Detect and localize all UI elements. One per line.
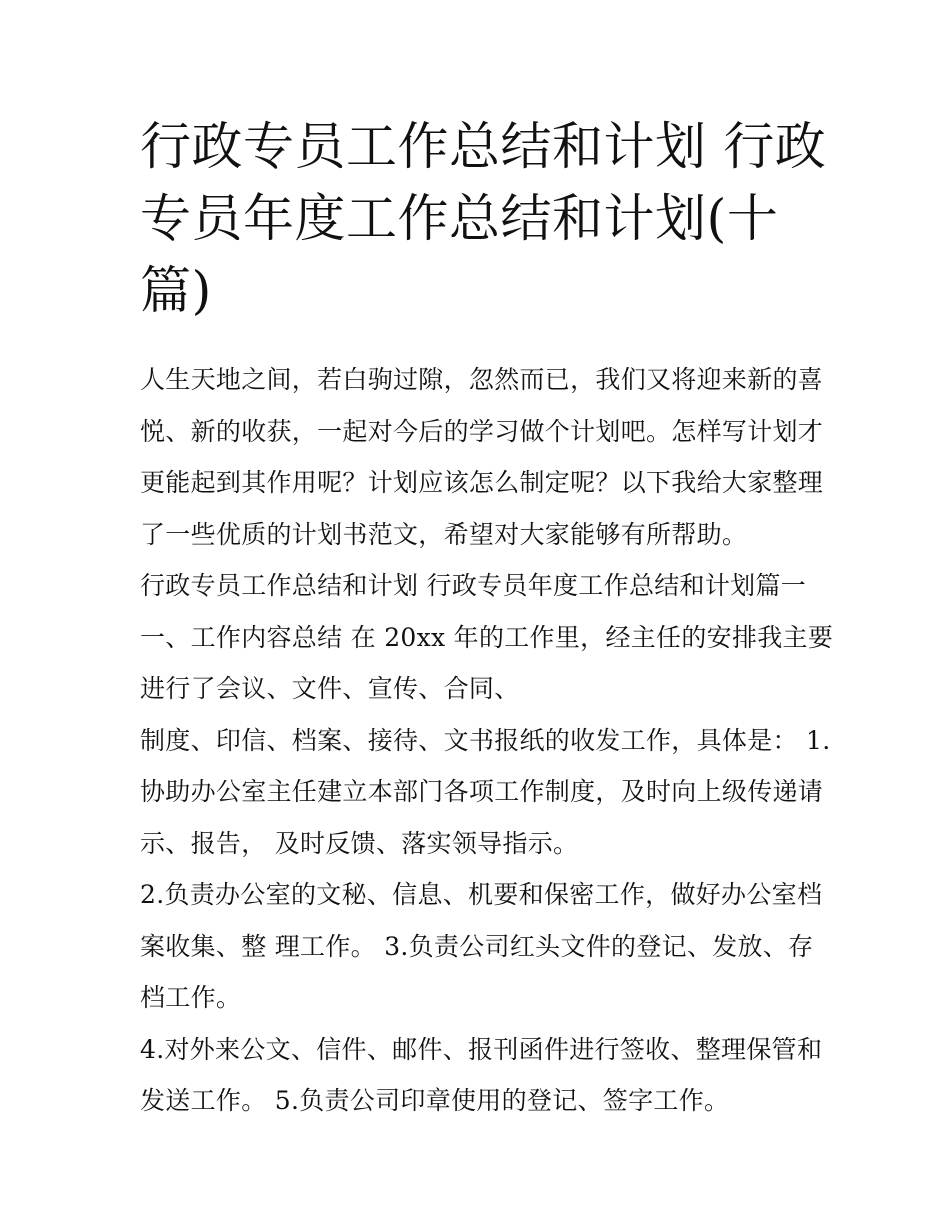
body-line: 人生天地之间，若白驹过隙，忽然而已，我们又将迎来新的喜 — [140, 365, 824, 394]
body-line: 协助办公室主任建立本部门各项工作制度，及时向上级传递请 — [140, 777, 824, 806]
document-title — [140, 112, 830, 328]
title-line: 行政专员工作总结和计划 行政 — [140, 118, 827, 177]
body-line: 发送工作。 5.负责公司印章使用的登记、签字工作。 — [140, 1086, 730, 1115]
body-line: 悦、新的收获，一起对今后的学习做个计划吧。怎样写计划才 — [140, 416, 824, 446]
body-line: 制度、印信、档案、接待、文书报纸的收发工作，具体是： 1. — [140, 725, 831, 755]
body-line: 进行了会议、文件、宣传、合同、 — [140, 674, 520, 703]
section-heading-line: 行政专员工作总结和计划 行政专员年度工作总结和计划篇一 — [140, 571, 807, 600]
body-line: 2.负责办公室的文秘、信息、机要和保密工作，做好办公室档 — [140, 880, 823, 909]
body-line: 了一些优质的计划书范文，希望对大家能够有所帮助。 — [140, 519, 748, 549]
document-body — [140, 354, 834, 1127]
body-line: 案收集、整 理工作。 3.负责公司红头文件的登记、发放、存 — [140, 931, 814, 961]
title-line: 专员年度工作总结和计划(十 — [140, 190, 779, 249]
body-line: 示、报告， 及时反馈、落实领导指示。 — [140, 828, 579, 858]
body-line: 4.对外来公文、信件、邮件、报刊函件进行签收、整理保管和 — [140, 1034, 823, 1064]
body-line: 档工作。 — [140, 983, 242, 1012]
body-line: 更能起到其作用呢？计划应该怎么制定呢？以下我给大家整理 — [140, 468, 824, 497]
body-line: 一、工作内容总结 在 20xx 年的工作里，经主任的安排我主要 — [140, 622, 834, 652]
title-line: 篇) — [140, 262, 212, 321]
